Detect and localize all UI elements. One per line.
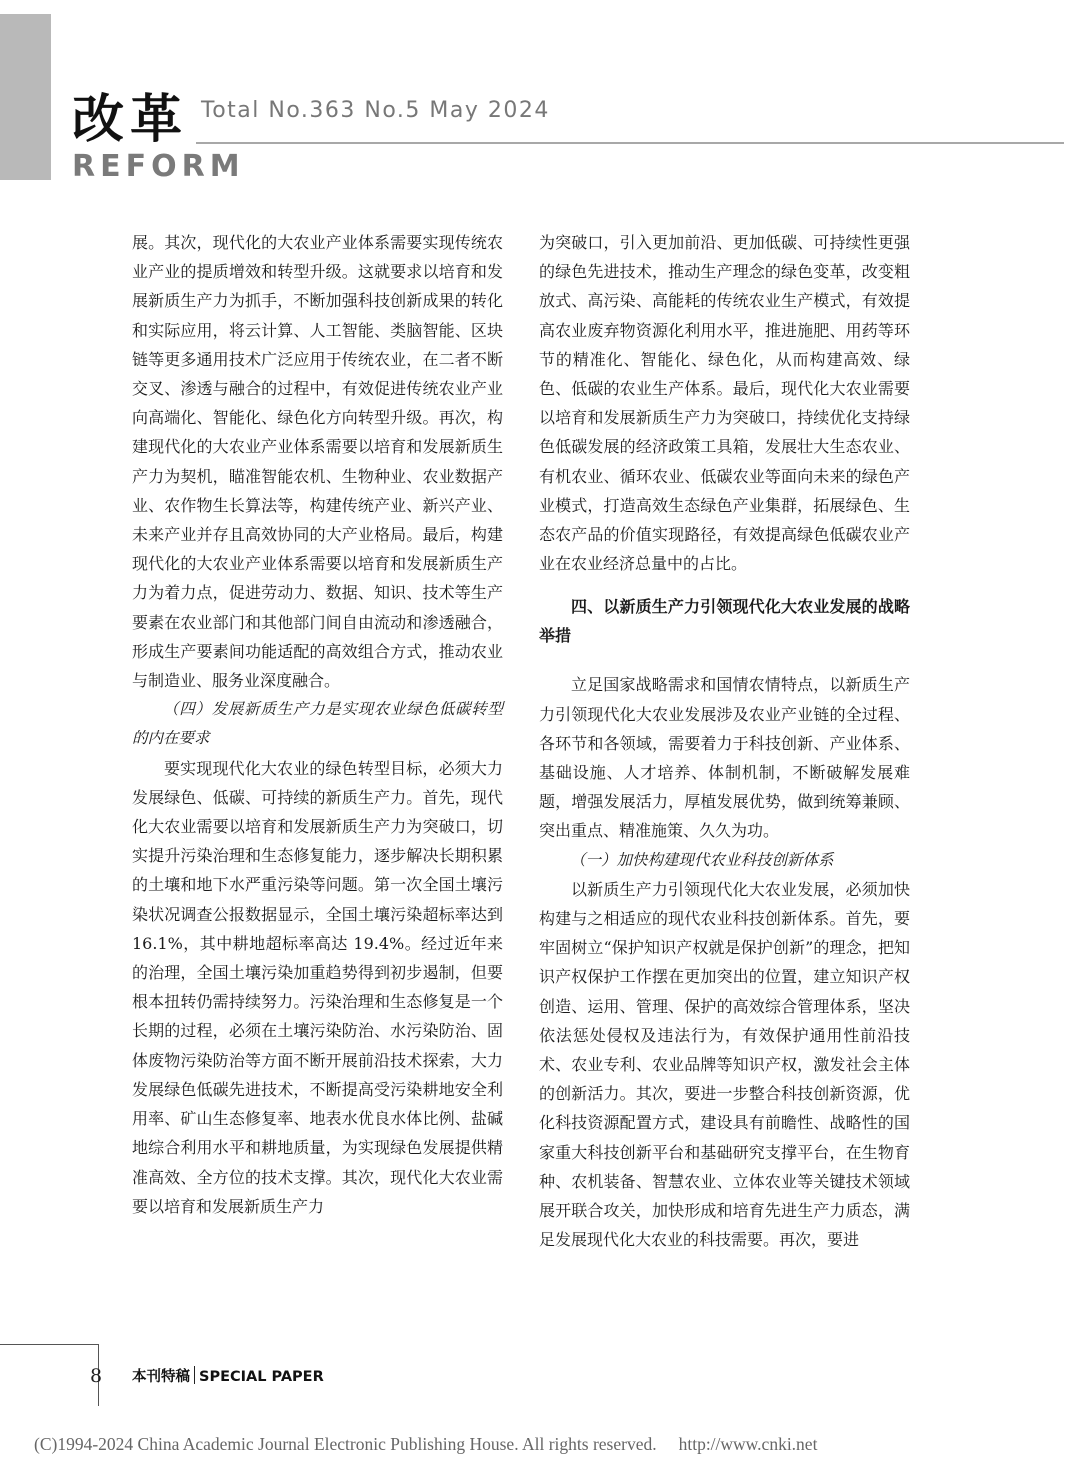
subsection-heading: （一）加快构建现代农业科技创新体系	[570, 850, 834, 869]
header-rule	[196, 142, 1064, 144]
journal-logo-chinese: 改革	[72, 89, 189, 150]
copyright-text: (C)1994-2024 China Academic Journal Electronic Publishing House. All rights reserved.	[34, 1434, 657, 1454]
right-column	[539, 228, 910, 1255]
body-paragraph: 展。其次，现代化的大农业产业体系需要实现传统农业产业的提质增效和转型升级。这就要求以培育和发展新质生产力为抓手，不断加强科技创新成果的转化和实际应用，将云计算、人工智能、类脑智能、区块链等更多通用技术广泛应用于传统农业，在二者不断交叉、渗透与融合的过程中，有效促进传统农业产业向高端化、智能化、绿色化方向转型升级。再次，构建现代化的大农业产业体系需要以培育和发展新质生产力为契机，瞄准智能农机、生物种业、农业数据产业、农作物生长算法等，构建传统产业、新兴产业、未来产业并存且高效协同的大产业格局。最后，构建现代化的大农业产业体系需要以培育和发展新质生产力为着力点，促进劳动力、数据、知识、技术等生产要素在农业部门和其他部门间自由流动和渗透融合，形成生产要素间功能适配的高效组合方式，推动农业与制造业、服务业深度融合。	[132, 233, 503, 691]
copyright-line	[34, 1433, 817, 1455]
body-paragraph: 以新质生产力引领现代化大农业发展，必须加快构建与之相适应的现代农业科技创新体系。首先，要牢固树立“保护知识产权就是保护创新”的理念，把知识产权保护工作摆在更加突出的位置，建立知识产权创造、运用、管理、保护的高效综合管理体系，坚决依法惩处侵权及违法行为，有效保护通用性前沿技术、农业专利、农业品牌等知识产权，激发社会主体的创新活力。其次，要进一步整合科技创新资源，优化科技资源配置方式，建设具有前瞻性、战略性的国家重大科技创新平台和基础研究支撑平台，在生物育种、农机装备、智慧农业、立体农业等关键技术领域展开联合攻关，加快形成和培育先进生产力质态，满足发展现代化大农业的科技需要。再次，要进	[539, 879, 910, 1250]
issue-info: Total No.363 No.5 May 2024	[201, 98, 550, 123]
section-label-divider	[194, 1366, 195, 1384]
masthead-gray-block	[0, 14, 51, 180]
journal-logo-english: REFORM	[72, 149, 245, 184]
section-heading: 四、以新质生产力引领现代化大农业发展的战略举措	[539, 597, 910, 646]
cnki-url[interactable]: http://www.cnki.net	[678, 1434, 818, 1454]
body-paragraph: 为突破口，引入更加前沿、更加低碳、可持续性更强的绿色先进技术，推动生产理念的绿色变革，改变粗放式、高污染、高能耗的传统农业生产模式，有效提高农业废弃物资源化利用水平，推进施肥、用药等环节的精准化、智能化、绿色化，从而构建高效、绿色、低碳的农业生产体系。最后，现代化大农业需要以培育和发展新质生产力为突破口，持续优化支持绿色低碳发展的经济政策工具箱，发展壮大生态农业、有机农业、循环农业、低碳农业等面向未来的绿色产业模式，打造高效生态绿色产业集群，拓展绿色、生态农产品的价值实现路径，有效提高绿色低碳农业产业在农业经济总量中的占比。	[539, 233, 910, 574]
body-paragraph: 立足国家战略需求和国情农情特点，以新质生产力引领现代化大农业发展涉及农业产业链的全过程、各环节和各领域，需要着力于科技创新、产业体系、基础设施、人才培养、体制机制，不断破解发展难题，增强发展活力，厚植发展优势，做到统筹兼顾、突出重点、精准施策、久久为功。	[539, 675, 910, 841]
page-number: 8	[90, 1365, 103, 1387]
body-paragraph: 要实现现代化大农业的绿色转型目标，必须大力发展绿色、低碳、可持续的新质生产力。首先，现代化大农业需要以培育和发展新质生产力为突破口，切实提升污染治理和生态修复能力，逐步解决长期积累的土壤和地下水严重污染等问题。第一次全国土壤污染状况调查公报数据显示，全国土壤污染超标率达到 16.1%，其中耕地超标率高达 19.4%。经过近年来的治理，全国土壤污染加重趋势得到初步遏制，但要根本扭转仍需持续努力。污染治理和生态修复是一个长期的过程，必须在土壤污染防治、水污染防治、固体废物污染防治等方面不断开展前沿技术探索，大力发展绿色低碳先进技术，不断提高受污染耕地安全利用率、矿山生态修复率、地表水优良水体比例、盐碱地综合利用水平和耕地质量，为实现绿色发展提供精准高效、全方位的技术支撑。其次，现代化大农业需要以培育和发展新质生产力	[132, 758, 503, 1216]
subsection-heading: （四）发展新质生产力是实现农业绿色低碳转型的内在要求	[132, 700, 503, 748]
section-label-cn: 本刊特稿	[132, 1369, 190, 1385]
footer-rule	[0, 1344, 98, 1345]
left-column	[132, 228, 503, 1221]
section-label-en: SPECIAL PAPER	[199, 1369, 324, 1385]
section-label	[132, 1366, 324, 1387]
